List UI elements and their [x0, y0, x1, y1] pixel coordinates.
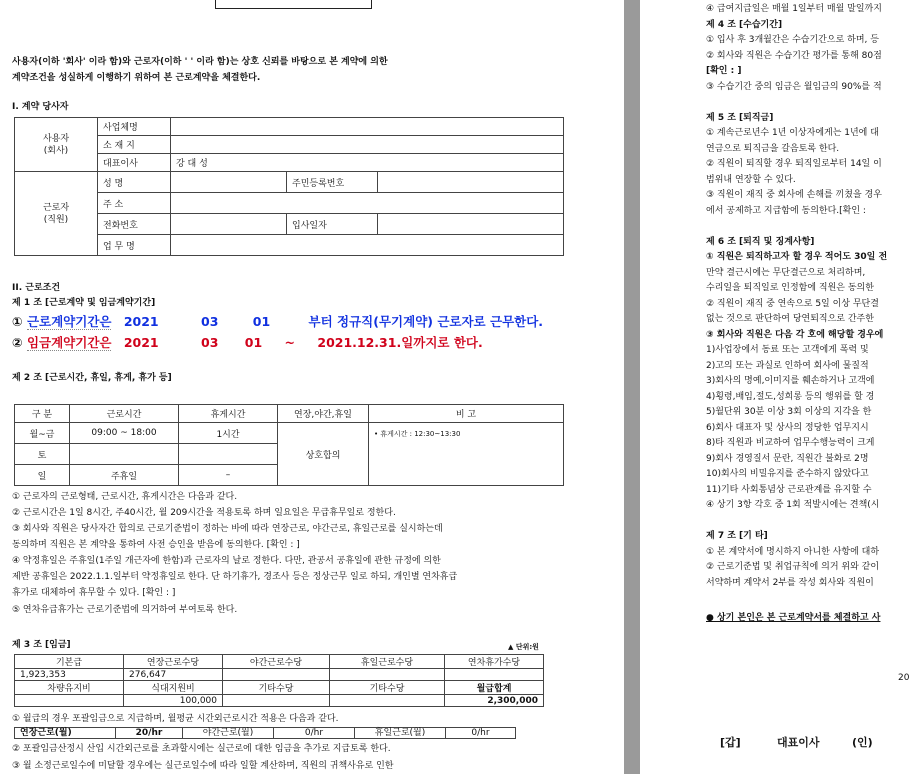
- art3-item-1: ① 월급의 경우 포괄임금으로 지급하며, 월평균 시간외근로시간 적용은 다음과 같다.: [12, 714, 339, 724]
- page-2-line: ① 입사 후 3개월간은 수습기간으로 하며, 등: [706, 35, 879, 45]
- page-2-line: 6)회사 대표자 및 상사의 정당한 업무지시: [706, 422, 869, 433]
- section-parties-heading: I. 계약 당사자: [12, 102, 69, 112]
- employer-ceo-value: 강 대 성: [171, 154, 564, 172]
- wage-h-overtime: 연장근로수당: [124, 655, 223, 669]
- page-2-line: ③ 수습기간 중의 임금은 월임금의 90%를 적: [706, 81, 882, 92]
- work-header-type: 구 분: [15, 405, 70, 423]
- employee-duty-value[interactable]: [171, 235, 564, 256]
- work-header-note: 비 고: [369, 405, 564, 423]
- wage-period-month[interactable]: 03: [201, 335, 219, 350]
- wage-h-annual: 연차휴가수당: [445, 655, 544, 669]
- page-2-line: ③ 직원이 재직 중 회사에 손해를 끼쳤을 경우: [706, 190, 882, 200]
- article-2-heading: 제 2 조 [근로시간, 휴일, 휴게, 휴가 등]: [12, 373, 172, 383]
- page-2-line: 제 4 조 [수습기간]: [706, 19, 783, 30]
- employee-field-phone: 전화번호: [98, 214, 171, 235]
- wage-v-total: 2,300,000: [445, 695, 544, 707]
- section-conditions-heading: II. 근로조건: [12, 283, 61, 293]
- wage-v-base: 1,923,353: [15, 669, 124, 681]
- contract-period-line: [12, 314, 543, 330]
- ot-label-holiday: 휴일근로(월): [355, 728, 446, 739]
- wage-h-other2: 기타수당: [330, 681, 445, 695]
- work-saturday-break: [179, 444, 278, 465]
- wage-v-holiday: [330, 669, 445, 681]
- work-sunday-break: –: [179, 465, 278, 486]
- art2-item-1: ① 근로자의 근로형태, 근로시간, 휴게시간은 다음과 같다.: [12, 492, 238, 502]
- employee-field-id: 주민등록번호: [287, 172, 378, 193]
- page-2-line: 제 6 조 [퇴직 및 징계사항]: [706, 236, 815, 247]
- signature-title: 대표이사: [777, 736, 820, 749]
- employer-field-ceo: 대표이사: [98, 154, 171, 172]
- art2-item-4b: 제반 공휴일은 2022.1.1.일부터 약정휴일로 한다. 단 하기휴가, 경조사 등은 정상근무 일로 하되, 개인별 연차휴급: [12, 572, 458, 582]
- wage-h-car: 차량유지비: [15, 681, 124, 695]
- work-header-overtime: 연장,야간,휴일: [278, 405, 369, 423]
- art3-item-3: ③ 월 소정근로일수에 미달할 경우에는 실근로일수에 따라 일할 계산하며, 직원의 귀책사유로 인한: [12, 761, 394, 771]
- confirm-statement: ● 상기 본인은 본 근로계약서를 체결하고 사: [706, 613, 881, 623]
- work-overtime-agreement: 상호합의: [278, 423, 369, 486]
- page-2-line: 에서 공제하고 지급함에 동의한다.[확인 :: [706, 205, 866, 216]
- wage-period-tilde: ~: [284, 335, 296, 350]
- work-sunday-hours: 주휴일: [70, 465, 179, 486]
- page-2-line: 10)회사의 비밀유지를 준수하지 않았다고: [706, 469, 869, 479]
- page-2-line: ② 근로기준법 및 취업규칙에 의거 위와 같이: [706, 562, 880, 572]
- art3-item-2: ② 포괄임금산정시 산입 시간외근로를 초과할시에는 실근로에 대한 임금을 추가로 지급토록 한다.: [12, 744, 391, 754]
- page-2-line: 없는 것으로 판단하여 당연퇴직으로 간주한: [706, 314, 874, 324]
- work-header-break: 휴게시간: [179, 405, 278, 423]
- page-2-line: 서약하며 계약서 2부를 작성 회사와 직원이: [706, 577, 874, 588]
- ot-label-extended: 연장근로(월): [15, 728, 116, 739]
- contract-period-year[interactable]: 2021: [123, 314, 159, 329]
- ot-value-extended: 20/hr: [116, 728, 183, 739]
- overtime-hours-table: [14, 727, 516, 739]
- page-2-line: 범위내 연장할 수 있다.: [706, 174, 796, 185]
- wage-table: [14, 654, 544, 707]
- wage-period-num: ②: [12, 335, 23, 350]
- page-2-line: 제 7 조 [기 타]: [706, 531, 768, 541]
- parties-table: [14, 117, 564, 256]
- work-row-weekday: 월~금: [15, 423, 70, 444]
- page-2-line: 2)고의 또는 과실로 인하여 회사에 물질적: [706, 360, 869, 371]
- wage-v-overtime: 276,647: [124, 669, 223, 681]
- page-2-line: 제 5 조 [퇴직금]: [706, 112, 774, 123]
- employee-field-address: 주 소: [98, 193, 171, 214]
- intro-line-2: 계약조건을 성실하게 이행하기 위하여 본 근로계약을 체결한다.: [12, 73, 261, 83]
- wage-period-end: 2021.12.31.일까지로 한다.: [317, 335, 483, 350]
- work-note: • 휴게시간 : 12:30~13:30: [369, 423, 564, 486]
- art2-item-4c: 휴가로 대체하여 휴무할 수 있다. [확인 : ]: [12, 588, 176, 598]
- art2-item-3: ③ 회사와 직원은 당사자간 합의로 근로기준법이 정하는 바에 따라 연장근로, 야간근로, 휴일근로를 실시하는데: [12, 524, 443, 534]
- intro-line-1: 사용자(이하 '회사' 이라 함)와 근로자(이하 ' ' 이라 함)는 상호 신뢰를 바탕으로 본 계약에 의한: [12, 57, 388, 67]
- employer-label-cell: [15, 118, 98, 172]
- unit-label: ▲ 단위:원: [508, 643, 539, 651]
- work-saturday-hours: [70, 444, 179, 465]
- art2-item-4: ④ 약정휴일은 주휴일(1주일 개근자에 한함)과 근로자의 날로 정한다. 다만, 관공서 공휴일에 관한 규정에 의한: [12, 556, 441, 566]
- employer-label: 사용자: [42, 133, 70, 144]
- contract-period-text: 부터 정규직(무기계약) 근로자로 근무한다.: [308, 314, 544, 329]
- employee-join-value[interactable]: [378, 214, 564, 235]
- employer-field-company: 사업체명: [98, 118, 171, 136]
- wage-h-night: 야간근로수당: [223, 655, 330, 669]
- page-2-line: 연금으로 퇴직금을 갈음토록 한다.: [706, 143, 840, 154]
- contract-period-day[interactable]: 01: [252, 314, 271, 329]
- contract-period-num: ①: [12, 314, 23, 329]
- ot-value-night: 0/hr: [274, 728, 355, 739]
- ot-value-holiday: 0/hr: [446, 728, 516, 739]
- page-2-line: 4)횡령,배임,절도,성희롱 등의 행위를 할 경: [706, 391, 875, 402]
- wage-v-other1: [223, 695, 330, 707]
- wage-period-label: 임금계약기간은: [26, 335, 112, 350]
- signature-year: 20: [898, 673, 910, 683]
- art2-item-3b: 동의하며 직원은 본 계약을 통하여 사전 승인을 받음에 동의한다. [확인 : ]: [12, 540, 300, 550]
- wage-h-other1: 기타수당: [223, 681, 330, 695]
- work-row-sunday: 일: [15, 465, 70, 486]
- wage-v-car: [15, 695, 124, 707]
- page-2-line: ④ 급여지급일은 매월 1일부터 매월 말일까지: [706, 4, 882, 14]
- employee-name-value[interactable]: [171, 172, 287, 193]
- page-2-line: ④ 상기 3항 각호 중 1회 적발시에는 견책(시: [706, 500, 880, 510]
- work-weekday-hours: 09:00 ~ 18:00: [70, 423, 179, 444]
- employer-field-address: 소 재 지: [98, 136, 171, 154]
- page-2-line: 5)월단위 30분 이상 3회 이상의 지각을 한: [706, 407, 872, 417]
- employee-field-duty: 업 무 명: [98, 235, 171, 256]
- page-2-line: ② 직원이 퇴직할 경우 퇴직일로부터 14일 이: [706, 159, 882, 169]
- wage-h-base: 기본급: [15, 655, 124, 669]
- page-2-line: ① 본 계약서에 명시하지 아니한 사항에 대하: [706, 546, 880, 557]
- wage-v-night: [223, 669, 330, 681]
- wage-period-day[interactable]: 01: [244, 335, 263, 350]
- page-2-line: 수리일을 퇴직일로 인정함에 직원은 동의한: [706, 283, 874, 293]
- document-title-box: [215, 0, 372, 9]
- employee-phone-value[interactable]: [171, 214, 287, 235]
- page-2-line: ② 회사와 직원은 수습기간 평가를 통해 80점: [706, 50, 882, 61]
- page-2-line: 1)사업장에서 동료 또는 고객에게 폭력 및: [706, 345, 869, 355]
- employee-id-value[interactable]: [378, 172, 564, 193]
- page-2-line: ① 계속근로년수 1년 이상자에게는 1년에 대: [706, 128, 879, 138]
- employee-field-name: 성 명: [98, 172, 171, 193]
- employer-label-sub: (회사): [43, 145, 69, 156]
- wage-period-year[interactable]: 2021: [123, 335, 159, 350]
- article-3-heading: 제 3 조 [임금]: [12, 640, 71, 650]
- contract-page-2: [640, 0, 919, 774]
- contract-period-month[interactable]: 03: [201, 314, 219, 329]
- wage-h-meal: 식대지원비: [124, 681, 223, 695]
- page-2-line: ③ 회사와 직원은 다음 각 호에 해당할 경우에: [706, 329, 884, 340]
- employee-label-cell: [15, 172, 98, 256]
- page-2-line: 3)회사의 명예,이미지를 훼손하거나 고객에: [706, 376, 875, 386]
- employee-label-sub: (직원): [43, 214, 69, 225]
- employee-address-value[interactable]: [171, 193, 564, 214]
- work-weekday-break: 1시간: [179, 423, 278, 444]
- page-2-line: ② 직원이 재직 중 연속으로 5일 이상 무단결: [706, 298, 879, 309]
- wage-v-other2: [330, 695, 445, 707]
- work-hours-table: [14, 404, 564, 486]
- contract-period-label: 근로계약기간은: [26, 314, 112, 329]
- art2-item-2: ② 근로시간은 1일 8시간, 주40시간, 월 209시간을 적용토록 하며 일요일은 무급휴무일로 정한다.: [12, 508, 396, 518]
- wage-v-annual: [445, 669, 544, 681]
- page-2-line: 8)타 직원과 비교하여 업무수행능력이 크게: [706, 438, 875, 448]
- page-2-line: 만약 결근시에는 무단결근으로 처리하며,: [706, 267, 866, 278]
- wage-v-meal: 100,000: [124, 695, 223, 707]
- wage-h-holiday: 휴일근로수당: [330, 655, 445, 669]
- page-2-line: ① 직원은 퇴직하고자 할 경우 적어도 30일 전: [706, 252, 888, 262]
- article-1-heading: 제 1 조 [근로계약 및 임금계약기간]: [12, 298, 156, 308]
- wage-period-line: [12, 335, 483, 351]
- employee-field-join: 입사일자: [287, 214, 378, 235]
- ot-label-night: 야간근로(월): [183, 728, 274, 739]
- page-2-line: [확인 : ]: [706, 66, 742, 76]
- page-2-line: 11)기타 사회통념상 근로관계를 유지할 수: [706, 484, 872, 495]
- work-header-hours: 근로시간: [70, 405, 179, 423]
- wage-h-total: 월급합계: [445, 681, 544, 695]
- employee-label: 근로자: [42, 202, 70, 213]
- art2-item-5: ⑤ 연차유급휴가는 근로기준법에 의거하여 부여토록 한다.: [12, 605, 238, 615]
- employer-company-value[interactable]: [171, 118, 564, 136]
- page-2-line: 9)회사 경영질서 문란, 직원간 불화로 2명: [706, 453, 869, 464]
- signature-party: [갑]: [720, 736, 741, 749]
- signature-seal: (인): [852, 736, 873, 749]
- work-row-saturday: 토: [15, 444, 70, 465]
- employer-address-value[interactable]: [171, 136, 564, 154]
